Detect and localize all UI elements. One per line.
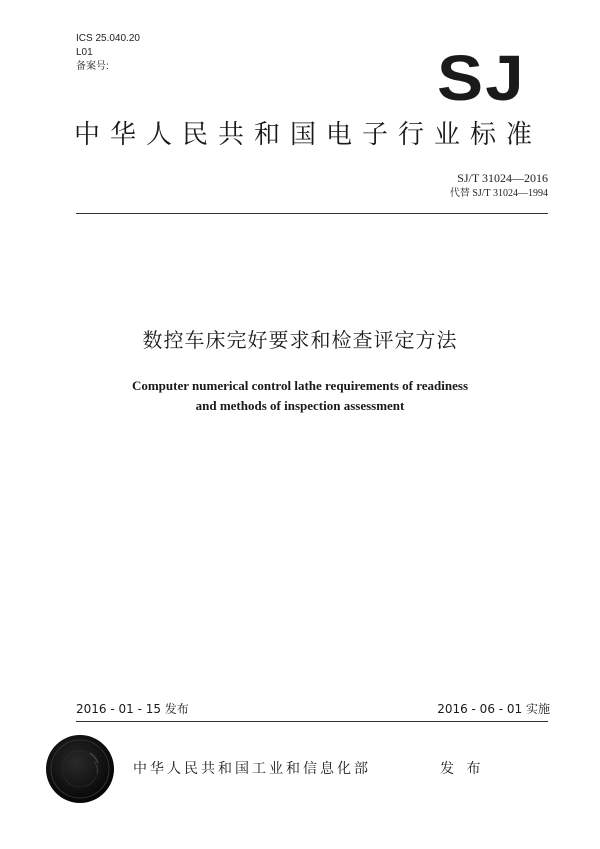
organization-title: 中华人民共和国电子行业标准: [74, 120, 543, 150]
classification-block: [76, 32, 140, 74]
filing-number-label: 备案号:: [76, 61, 109, 72]
english-title-line-2: and methods of inspection assessment: [195, 398, 405, 413]
effective-date: 2016 - 06 - 01 实施: [437, 702, 550, 716]
standard-number: SJ/T 31024—2016: [457, 171, 548, 185]
issuing-authority: 中华人民共和国工业和信息化部: [133, 761, 371, 777]
ics-code: ICS 25.040.20: [76, 33, 140, 44]
issue-date: 2016 - 01 - 15 发布: [76, 702, 189, 716]
replaces-standard: 代替 SJ/T 31024—1994: [449, 188, 548, 199]
bottom-divider: [76, 721, 548, 722]
english-title-line-1: Computer numerical control lathe requirements of readiness: [131, 378, 469, 393]
anti-counterfeit-seal-icon: [44, 733, 116, 805]
document-title-chinese: 数控车床完好要求和检查评定方法: [142, 328, 458, 352]
issue-label: 发 布: [440, 761, 485, 777]
sj-logo: SJ: [437, 42, 526, 114]
document-title-english: [0, 376, 600, 416]
top-divider: [76, 213, 548, 214]
ccs-code: L01: [76, 47, 93, 58]
